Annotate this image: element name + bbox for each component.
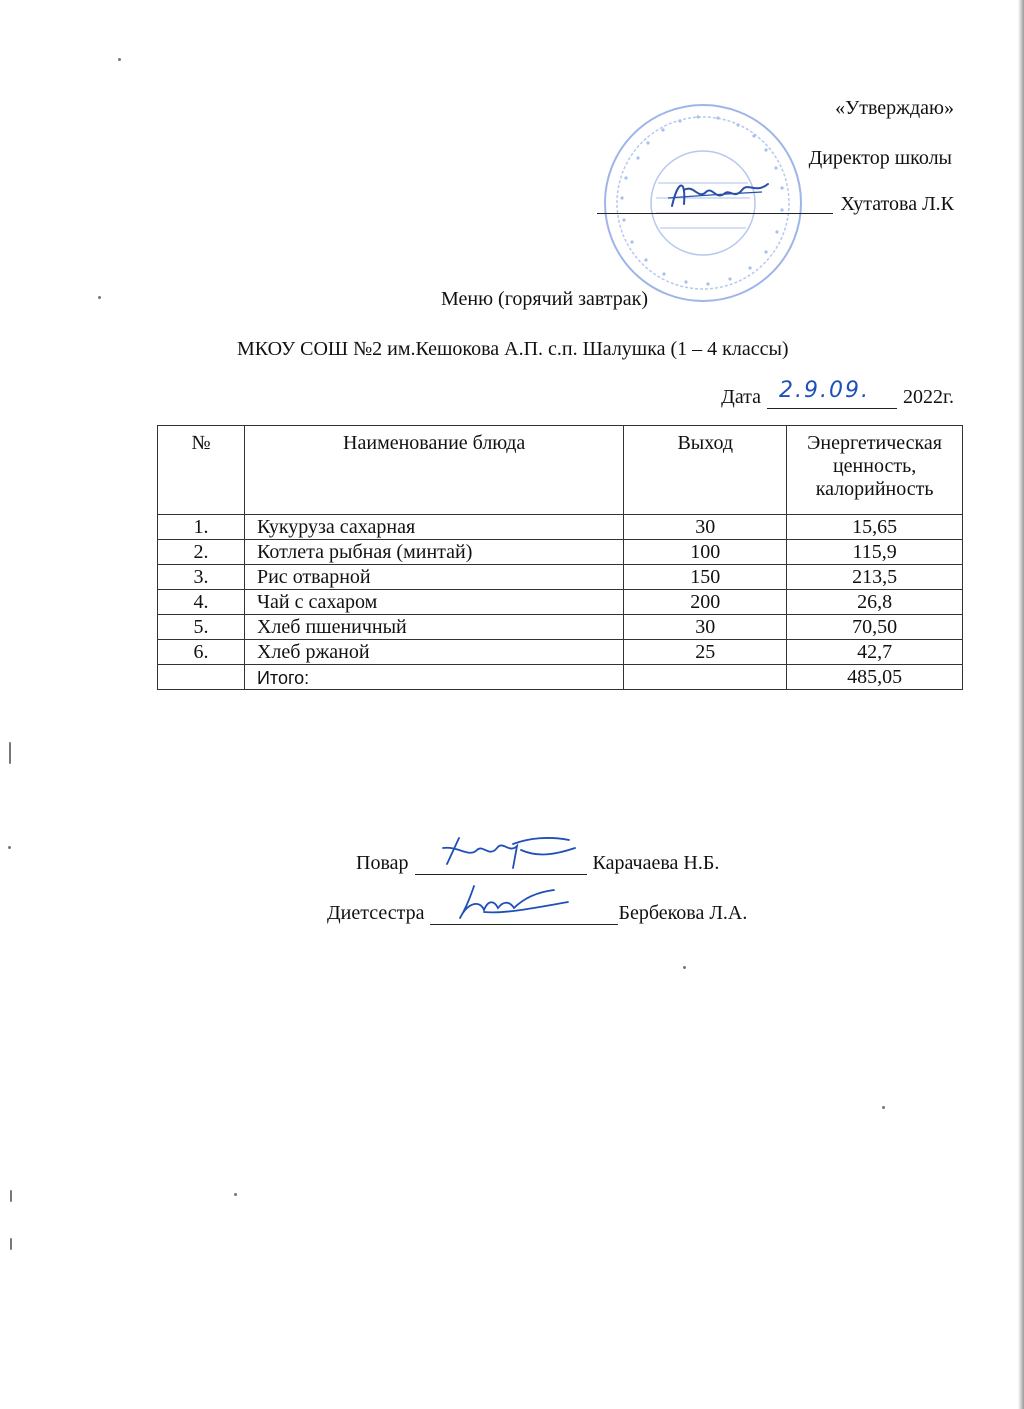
table-row: [158, 640, 963, 665]
header-energy: Энергетическая ценность, калорийность: [787, 426, 963, 515]
row-output: 25: [624, 640, 787, 665]
row-energy: 26,8: [787, 590, 963, 615]
row-name: Рис отварной: [244, 565, 623, 590]
row-name: Котлета рыбная (минтай): [244, 540, 623, 565]
dietitian-label: Диетсестра: [327, 902, 425, 924]
date-year: 2022г.: [903, 386, 954, 408]
cook-signature: [429, 828, 579, 874]
date-line: [721, 378, 954, 409]
header-num: №: [158, 426, 245, 515]
row-energy: 115,9: [787, 540, 963, 565]
scan-edge-shadow: [1018, 0, 1024, 1409]
row-output: 30: [624, 515, 787, 540]
row-num: 6.: [158, 640, 245, 665]
approval-position: Директор школы: [808, 147, 952, 169]
row-energy: 70,50: [787, 615, 963, 640]
school-title: МКОУ СОШ №2 им.Кешокова А.П. с.п. Шалушка (1 – 4 классы): [237, 338, 789, 360]
dietitian-signature-field: [430, 904, 618, 925]
cook-label: Повар: [356, 852, 409, 874]
cook-name: Карачаева Н.Б.: [592, 852, 720, 874]
menu-table: [157, 425, 963, 690]
director-name: Хутатова Л.К: [840, 193, 954, 215]
row-num: 1.: [158, 515, 245, 540]
menu-title: Меню (горячий завтрак): [441, 288, 649, 310]
dietitian-name: Бербекова Л.А.: [618, 902, 748, 924]
row-num: 3.: [158, 565, 245, 590]
date-field: [767, 378, 897, 409]
table-row: [158, 615, 963, 640]
row-num: 5.: [158, 615, 245, 640]
row-output: 30: [624, 615, 787, 640]
table-header-row: [158, 426, 963, 515]
table-row: [158, 590, 963, 615]
table-total-row: [158, 665, 963, 690]
cook-signature-field: [415, 854, 587, 875]
approval-signature-line: [597, 194, 954, 214]
row-num: 2.: [158, 540, 245, 565]
row-num: 4.: [158, 590, 245, 615]
row-output: 200: [624, 590, 787, 615]
row-energy: 42,7: [787, 640, 963, 665]
row-output: 150: [624, 565, 787, 590]
table-row: [158, 540, 963, 565]
row-energy: 213,5: [787, 565, 963, 590]
director-signature-line: [597, 195, 833, 214]
row-name: Кукуруза сахарная: [244, 515, 623, 540]
header-output: Выход: [624, 426, 787, 515]
row-name: Хлеб ржаной: [244, 640, 623, 665]
row-output: 100: [624, 540, 787, 565]
date-label: Дата: [721, 386, 762, 408]
table-row: [158, 565, 963, 590]
row-energy: 15,65: [787, 515, 963, 540]
dietitian-signature: [444, 878, 574, 924]
total-num-empty: [158, 665, 245, 690]
total-label: Итого:: [244, 665, 623, 690]
dietitian-signature-line: [327, 902, 747, 925]
total-energy: 485,05: [787, 665, 963, 690]
total-output-empty: [624, 665, 787, 690]
handwritten-date: 2.9.09.: [779, 378, 871, 403]
header-name: Наименование блюда: [244, 426, 623, 515]
row-name: Чай с сахаром: [244, 590, 623, 615]
cook-signature-line: [356, 852, 719, 875]
approval-title: «Утверждаю»: [835, 97, 954, 119]
row-name: Хлеб пшеничный: [244, 615, 623, 640]
table-row: [158, 515, 963, 540]
